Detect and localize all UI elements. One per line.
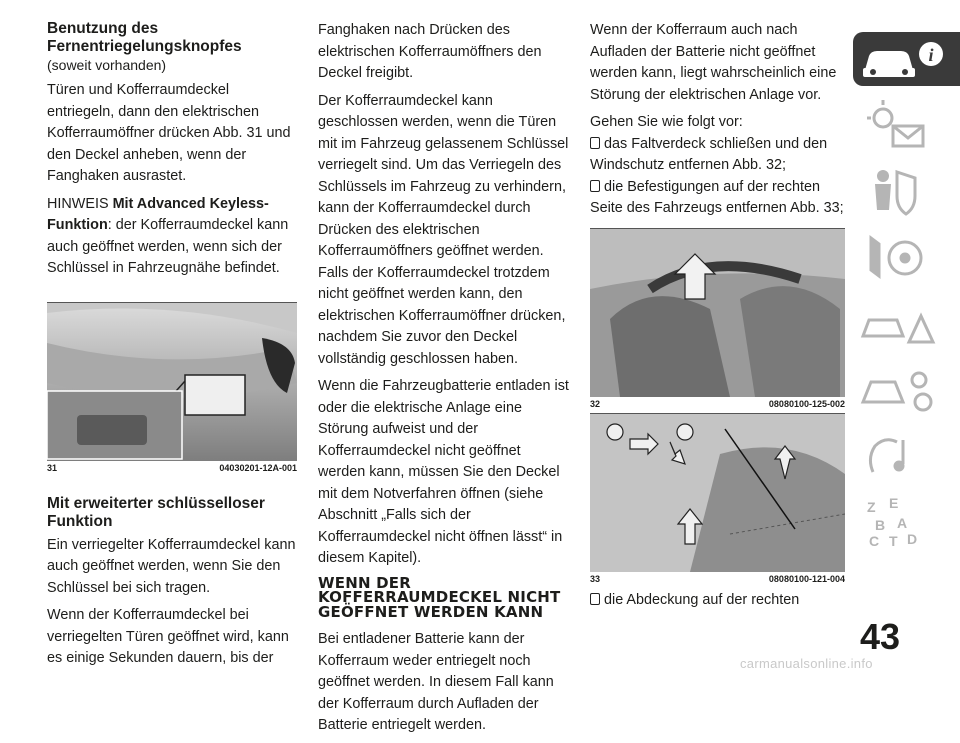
figure-caption [590, 399, 845, 409]
figure-caption [47, 463, 297, 473]
note-paragraph [47, 194, 297, 280]
emergency-icon[interactable] [853, 296, 960, 350]
figure-number: 32 [590, 398, 601, 409]
paragraph: Ein verriegelter Kofferraumdeckel kann auch geöffnet werden, wenn Sie den Schlüssel bei sich tragen. [47, 536, 296, 596]
bullet-text: das Faltverdeck schließen und den Windschutz entfernen Abb. 32; [590, 135, 828, 173]
section-subtitle: (soweit vorhanden) [47, 57, 167, 73]
figure-code: 04030201-12A-001 [219, 462, 297, 473]
paragraph: Bei entladener Batterie kann der Kofferraum weder entriegelt noch geöffnet werden. In diesem Fall kann der Kofferraum durch Aufladen der Batterie entriegelt werden. [318, 631, 554, 733]
key-steering-icon[interactable] [853, 230, 960, 284]
section-title: Benutzung des Fernentriegelungsknopfes [47, 20, 242, 55]
svg-text:E: E [889, 495, 899, 511]
svg-text:B: B [875, 517, 886, 533]
svg-text:T: T [889, 533, 898, 548]
svg-text:C: C [869, 533, 880, 548]
paragraph: Wenn der Kofferraum auch nach Aufladen der Batterie nicht geöffnet werden kann, liegt wahrscheinlich eine Störung der elektrischen Anlage vor. [590, 22, 837, 103]
figure-caption [590, 574, 845, 584]
bullet-text: die Befestigungen auf der rechten Seite des Fahrzeugs entfernen Abb. 33; [590, 178, 844, 216]
note-bold: Mit Advanced Keyless-Funktion [47, 195, 269, 233]
trunk-lid-illustration [47, 303, 297, 461]
paragraph: Türen und Kofferraumdeckel entriegeln, dann den elektrischen Kofferraumöffner drücken Abb. 31 und den Deckel anheben, wenn der Fanghaken ausrastet. [47, 82, 291, 184]
index-icon[interactable] [853, 494, 960, 548]
paragraph: Wenn die Fahrzeugbatterie entladen ist oder die elektrische Anlage eine Störung aufweist und der Kofferraumdeckel nicht geöffnet werden kann, müssen Sie den Deckel mit dem Notverfahren öffnen (siehe Abschnitt „Falls sich der Kofferraumdeckel nicht öffnen lässt“ in diesem Kapitel). [318, 378, 569, 566]
watermark: carmanualsonline.info [740, 656, 873, 671]
figure-33 [590, 413, 845, 584]
bullet-icon [590, 593, 600, 605]
svg-text:A: A [897, 515, 908, 531]
paragraph: Fanghaken nach Drücken des elektrischen Kofferraumöffners den Deckel freigibt. [318, 22, 542, 81]
multimedia-icon[interactable] [853, 428, 960, 482]
fastener-removal-illustration [590, 414, 845, 572]
chapter-sidebar [853, 32, 960, 560]
paragraph: Gehen Sie wie folgt vor: [590, 114, 743, 130]
column-2 [318, 20, 570, 743]
section-heading: WENN DER KOFFERRAUMDECKEL NICHT GEÖFFNET WERDEN KANN [318, 573, 561, 621]
bullet-text: die Abdeckung auf der rechten [604, 591, 800, 608]
convertible-top-illustration [590, 229, 845, 397]
figure-31 [47, 302, 297, 473]
figure-32 [590, 228, 845, 409]
maintenance-icon[interactable] [853, 362, 960, 416]
figure-number: 31 [47, 462, 58, 473]
figure-number: 33 [590, 573, 601, 584]
bullet-icon [590, 137, 600, 149]
column-1 [47, 20, 297, 676]
svg-text:D: D [907, 531, 918, 547]
svg-text:Z: Z [867, 499, 876, 515]
car-info-icon[interactable] [853, 32, 960, 86]
bullet-item [590, 177, 845, 220]
bullet-item [590, 134, 845, 177]
column-3 [590, 20, 845, 617]
warning-lights-icon[interactable] [853, 98, 960, 152]
paragraph: Der Kofferraumdeckel kann geschlossen werden, wenn die Türen mit im Fahrzeug gelassenem Schlüssel verriegelt sind. Um das Verriegeln des Schlüssels im Fahrzeug zu verhindern, kann der Kofferraumdeckel durch Drücken des elektrischen Kofferraumöffners geöffnet werden. Falls der Kofferraumdeckel trotzdem nicht geöffnet werden kann, den elektrischen Kofferraumöffner drücken, nachdem Sie zuvor den Deckel vollständig geschlossen haben. [318, 92, 569, 367]
section-title: Mit erweiterter schlüsselloser Funktion [47, 494, 265, 530]
figure-code: 08080100-125-002 [768, 398, 845, 409]
svg-text:i: i [928, 45, 934, 65]
note-text: : der Kofferraumdeckel kann auch geöffnet werden, wenn sich der Schlüssel in Fahrzeugnähe befindet. [47, 217, 289, 276]
bullet-item [590, 590, 845, 612]
safety-icon[interactable] [853, 164, 960, 218]
figure-code: 08080100-121-004 [768, 573, 845, 584]
bullet-icon [590, 180, 600, 192]
note-label: HINWEIS [47, 195, 109, 212]
paragraph: Wenn der Kofferraumdeckel bei verriegelten Türen geöffnet wird, kann es einige Sekunden dauern, bis der [47, 607, 289, 666]
page-number: 43 [860, 616, 901, 657]
